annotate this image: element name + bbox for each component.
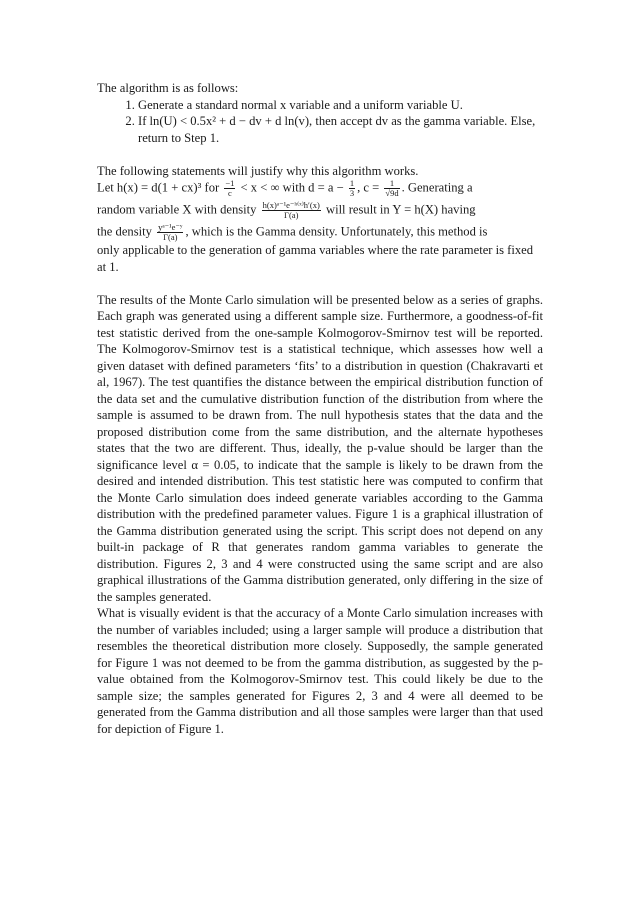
density-text: the density bbox=[97, 224, 152, 239]
paragraph-gap bbox=[97, 146, 543, 163]
derivation-paragraph bbox=[97, 179, 543, 275]
gamma-density-text: , which is the Gamma density. Unfortunately, this method is bbox=[185, 224, 488, 239]
density-fraction: $\frac{\text{h(x)ᵃ⁻¹e⁻ʰ⁽ˣ⁾h′(x)}}{\Gamma(a)}$ bbox=[262, 200, 320, 220]
document-body bbox=[97, 80, 543, 737]
algorithm-steps bbox=[97, 97, 543, 147]
algorithm-step-1: 1. Generate a standard normal x variable and a uniform variable U. bbox=[138, 97, 543, 114]
random-variable-text: random variable X with density bbox=[97, 202, 257, 217]
generating-text: . Generating a bbox=[401, 180, 473, 195]
derivation-line-2 bbox=[97, 201, 543, 220]
fraction-neg-one-over-c: $\frac{-1}{c}$ bbox=[225, 178, 235, 198]
algorithm-intro: The algorithm is as follows: bbox=[97, 81, 239, 95]
c-text: , c = bbox=[357, 180, 380, 195]
fraction-one-over-sqrt-9d: $\frac{1}{√9d}$ bbox=[385, 178, 399, 198]
algorithm-step-2: 2. If ln(U) < 0.5x² + d − dv + d ln(v), then accept dv as the gamma variable. Else, return to Step 1. bbox=[138, 113, 543, 146]
derivation-line-3 bbox=[97, 223, 543, 242]
derivation-rest: only applicable to the generation of gamma variables where the rate parameter is fixed at 1. bbox=[97, 243, 534, 274]
paragraph-gap bbox=[97, 275, 543, 292]
let-text: Let h(x) = d(1 + cx)³ for bbox=[97, 180, 220, 195]
result-text: will result in Y = h(X) having bbox=[325, 202, 476, 217]
results-paragraph: The results of the Monte Carlo simulation will be presented below as a series of graphs. Each graph was generated using a different sample size. Furthermore, a goodness-of-fit test statistic derived from the one-sample Kolmogorov-Smirnov test will be reported. The Kolmogorov-Smirnov test is a statistical technique, which assesses how well a given dataset with defined parameters ‘fits’ to a distribution in question (Chakravarti et al, 1967). The test quantifies the distance between the empirical distribution function of the data set and the cumulative distribution function of the distribution from where the sample is assumed to be drawn from. The null hypothesis states that the data and the proposed distribution come from the same distribution, and the alternate hypotheses states that the two are different. Thus, ideally, the p-value should be larger than the significance level α = 0.05, to indicate that the sample is likely to be drawn from the desired and intended distribution. This test statistic here was computed to confirm that the Monte Carlo simulation does indeed generate variables according to the Gamma distribution with the predefined parameter values. Figure 1 is a graphical illustration of the Gamma distribution generated using the script. This script does not depend on any built-in package of R that generates random gamma variables to generate the distribution. Figures 2, 3 and 4 were constructed using the same script and are also graphical illustrations of the Gamma distribution generated, only differing in the size of the samples generated. bbox=[97, 292, 543, 604]
conclusion-paragraph: What is visually evident is that the accuracy of a Monte Carlo simulation increases with the number of variables included; using a larger sample will produce a distribution that resembles the theoretical distribution more closely. Supposedly, the sample generated for Figure 1 was not deemed to be from the gamma distribution, as suggested by the p-value obtained from the Kolmogorov-Smirnov test. This could likely be due to the sample size; the samples generated for Figures 2, 3 and 4 were all deemed to be generated from the Gamma distribution and all those samples were larger than that used for depiction of Figure 1. bbox=[97, 606, 543, 736]
range-text: < x < ∞ with d = a − bbox=[240, 180, 344, 195]
justification-intro: The following statements will justify why this algorithm works. bbox=[97, 163, 419, 178]
derivation-line-1 bbox=[97, 179, 543, 198]
fraction-one-third: $\frac{1}{3}$ bbox=[349, 178, 355, 198]
gamma-density-fraction: $\frac{\text{yᵃ⁻¹e⁻ʸ}}{\Gamma(a)}$ bbox=[158, 222, 183, 242]
